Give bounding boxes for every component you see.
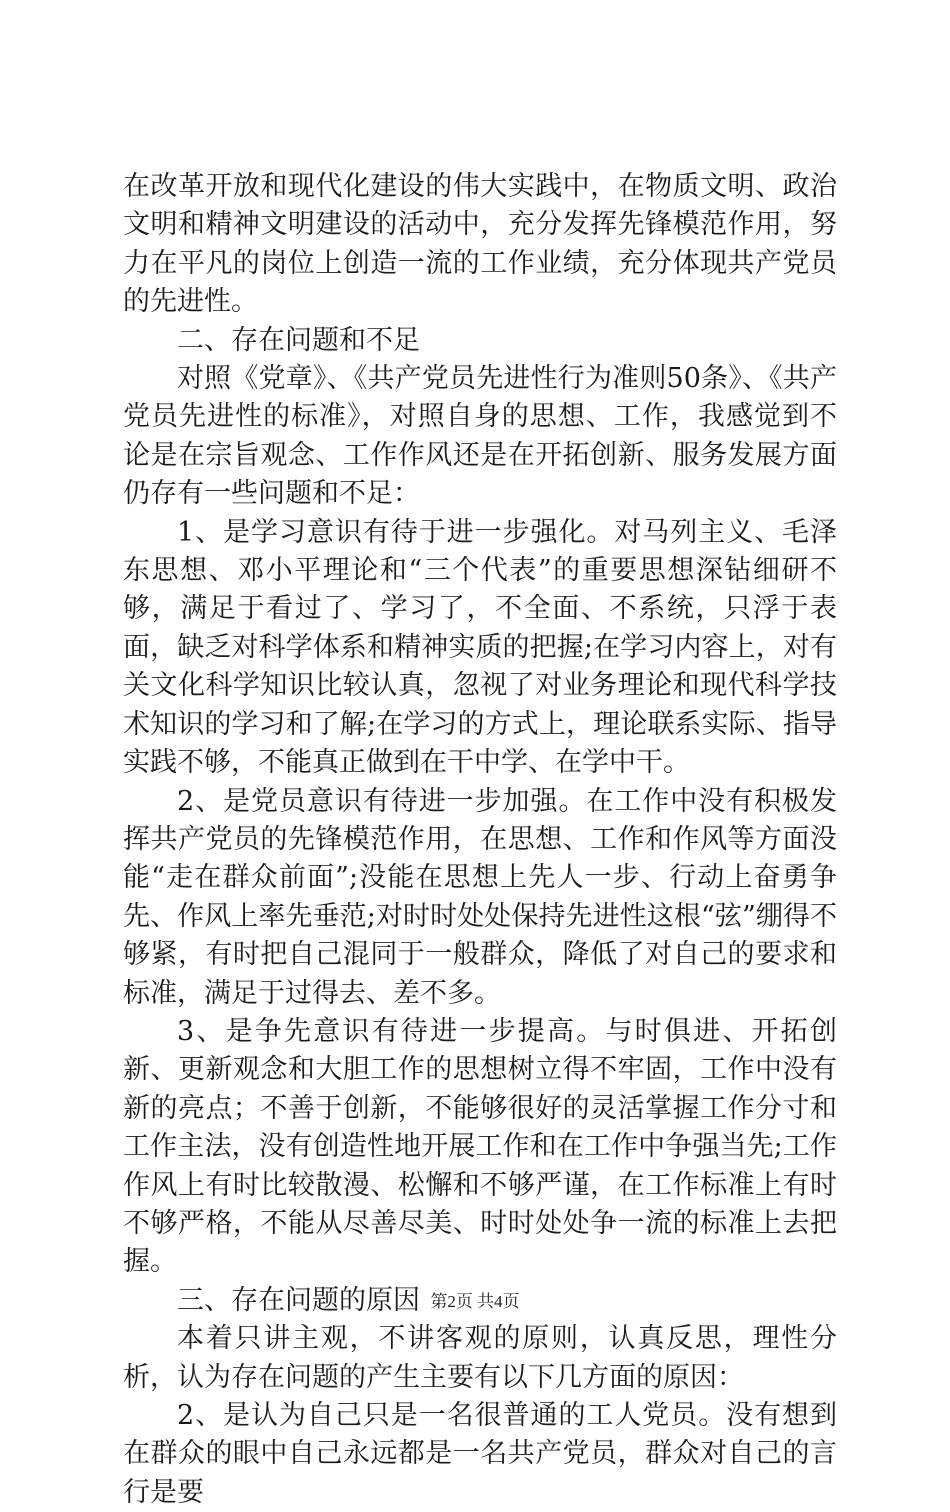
section-heading-causes: 三、存在问题的原因 <box>177 1284 420 1316</box>
paragraph-problem-1: 1、是学习意识有待于进一步强化。对马列主义、毛泽东思想、邓小平理论和“三个代表”的重要思想深钻细研不够，满足于看过了、学习了，不全面、不系统，只浮于表面，缺乏对科学体系和精神实质的把握;在学习内容上，对有关文化科学知识比较认真，忽视了对业务理论和现代科学技术知识的学习和了解;在学习的方式上，理论联系实际、指导实践不够，不能真正做到在干中学、在学中干。 <box>123 516 837 779</box>
paragraph-cause-2: 2、是认为自己只是一名很普通的工人党员。没有想到在群众的眼中自己永远都是一名共产党员，群众对自己的言行是要 <box>123 1400 837 1508</box>
paragraph-intro-problems: 对照《党章》、《共产党员先进性行为准则50条》、《共产党员先进性的标准》，对照自身的思想、工作，我感觉到不论是在宗旨观念、工作作风还是在开拓创新、服务发展方面仍存有一些问题和不足： <box>123 363 837 510</box>
paragraph-problem-2: 2、是党员意识有待进一步加强。在工作中没有积极发挥共产党员的先锋模范作用，在思想、工作和作风等方面没能“走在群众前面”;没能在思想上先人一步、行动上奋勇争先、作风上率先垂范;对时时处处保持先进性这根“弦”绷得不够紧，有时把自己混同于一般群众，降低了对自己的要求和标准，满足于过得去、差不多。 <box>123 785 837 1009</box>
section-heading-problems: 二、存在问题和不足 <box>177 324 420 356</box>
page-footer: 第2页 共4页 <box>430 1292 520 1311</box>
paragraph-problem-3: 3、是争先意识有待进一步提高。与时俱进、开拓创新、更新观念和大胆工作的思想树立得不牢固，工作中没有新的亮点；不善于创新，不能够很好的灵活掌握工作分寸和工作主法，没有创造性地开展工作和在工作中争强当先;工作作风上有时比较散漫、松懈和不够严谨，在工作标准上有时不够严格，不能从尽善尽美、时时处处争一流的标准上去把握。 <box>123 1015 837 1278</box>
paragraph-intro-causes: 本着只讲主观，不讲客观的原则，认真反思，理性分析，认为存在问题的产生主要有以下几方面的原因： <box>123 1323 837 1393</box>
paragraph-continuation: 在改革开放和现代化建设的伟大实践中，在物质文明、政治文明和精神文明建设的活动中，充分发挥先锋模范作用，努力在平凡的岗位上创造一流的工作业绩，充分体现共产党员的先进性。 <box>123 171 837 318</box>
